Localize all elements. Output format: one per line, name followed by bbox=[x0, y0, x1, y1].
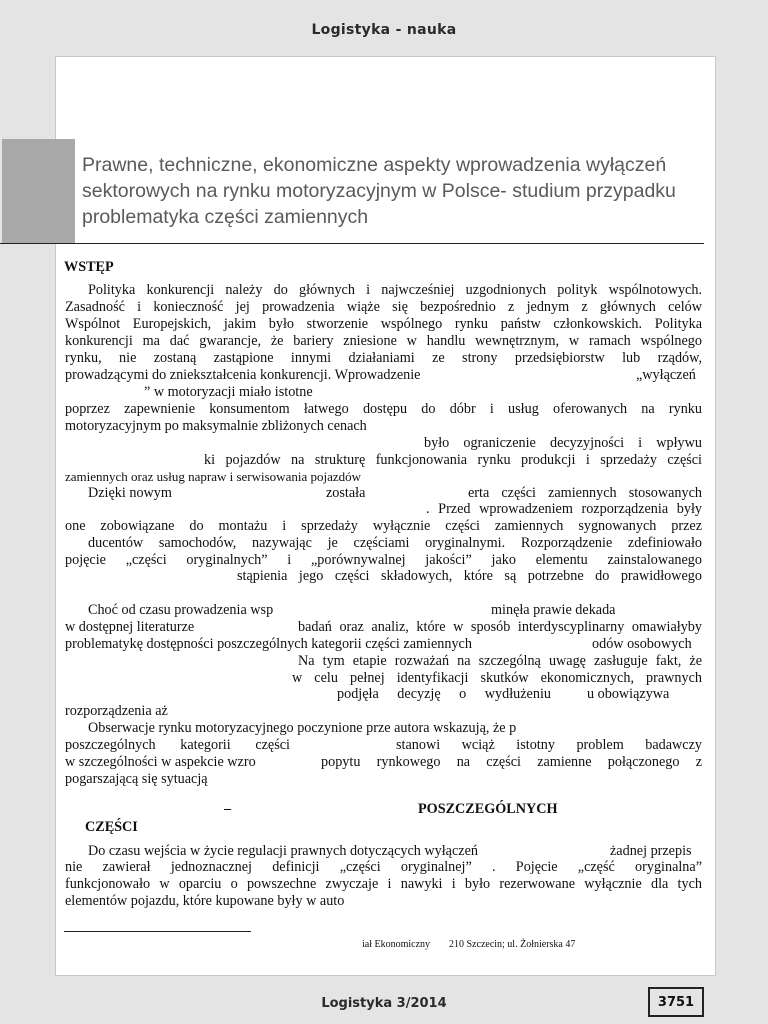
body-line: Zasadność i konieczność jej prowadzenia wiąże się bezpośrednio z jednym z głównych celów bbox=[65, 299, 702, 315]
journal-section-header: Logistyka - nauka bbox=[311, 22, 457, 38]
body-line: motoryzacyjnym po maksymalnie zbliżonych cenach bbox=[65, 418, 367, 434]
body-line: zamiennych oraz usług napraw i serwisowania pojazdów bbox=[65, 469, 362, 484]
title-line: sektorowych na rynku motoryzacyjnym w Polsce- studium przypadku bbox=[82, 180, 676, 202]
body-line: konkurencji ma dać gwarancje, że bariery zniesione w handlu wewnętrznym, w ramach wspólnego bbox=[65, 333, 702, 349]
section-heading-parts: POSZCZEGÓLNYCH bbox=[418, 801, 558, 817]
body-line: nie zawierał jednoznacznej definicji „części oryginalnej” . Pojęcie „część oryginalna” bbox=[65, 859, 702, 875]
footnote-text: iał Ekonomiczny bbox=[362, 939, 431, 950]
body-line: stąpienia jego części składowych, które są potrzebne do prawidłowego bbox=[237, 568, 702, 584]
body-line: funkcjonowało w oparciu o powszechne zwyczaje i nawyki i było rezerwowane wyłącznie dla tych bbox=[65, 876, 702, 892]
body-line: elementów pojazdu, które kupowane były w auto bbox=[65, 893, 345, 909]
body-fragment: poszczególnych kategorii części bbox=[65, 737, 290, 753]
footnote-text: 210 Szczecin; ul. Żołnierska 47 bbox=[449, 939, 576, 950]
body-line: było ograniczenie decyzyjności i wpływu bbox=[424, 435, 702, 451]
section-heading-parts-cont: CZĘŚCI bbox=[85, 819, 138, 835]
body-fragment: żadnej przepis bbox=[610, 843, 692, 859]
page-number: 3751 bbox=[648, 987, 704, 1017]
footnote-rule bbox=[64, 931, 251, 932]
section-heading-dash: – bbox=[224, 801, 232, 817]
body-fragment: podjęła decyzję o wydłużeniu bbox=[337, 686, 551, 702]
body-fragment: Do czasu wejścia w życie regulacji prawnych dotyczących wyłączeń bbox=[88, 843, 478, 859]
body-fragment: problematykę dostępności poszczególnych kategorii części zamiennych bbox=[65, 636, 472, 652]
body-line: . Przed wprowadzeniem rozporządzenia były bbox=[426, 501, 702, 517]
body-line: Polityka konkurencji należy do głównych i najwcześniej uzgodnionych polityk wspólnotowych. bbox=[88, 282, 702, 298]
body-line: ki pojazdów na strukturę funkcjonowania rynku produkcji i sprzedaży części bbox=[204, 452, 702, 468]
body-line: prowadzącymi do zniekształcenia konkurencji. Wprowadzenie bbox=[65, 367, 421, 383]
body-fragment: odów osobowych bbox=[592, 636, 692, 652]
body-line: rozporządzenia aż bbox=[65, 703, 168, 719]
body-line: pojęcie „części oryginalnych” i „porównywalnej jakości” jako elementu zainstalowanego bbox=[65, 552, 702, 568]
body-fragment: „wyłączeń bbox=[636, 367, 696, 383]
body-fragment: stanowi wciąż istotny problem badawczy bbox=[396, 737, 702, 753]
body-line: Wspólnot Europejskich, jakim było stworzenie wspólnego rynku państw członkowskich. Polityka bbox=[65, 316, 702, 332]
body-fragment: Dzięki nowym bbox=[88, 485, 172, 501]
body-fragment: w dostępnej literaturze bbox=[65, 619, 195, 635]
body-fragment: minęła prawie dekada bbox=[491, 602, 616, 618]
article-title bbox=[82, 152, 692, 230]
body-line: Obserwacje rynku motoryzacyjnego poczynione prze autora wskazują, że p bbox=[88, 720, 517, 736]
body-line: ” w motoryzacji miało istotne bbox=[144, 384, 313, 400]
body-line: one zobowiązane do montażu i sprzedaży wyłącznie części zamiennych sygnowanych przez bbox=[65, 518, 702, 534]
body-line: Na tym etapie rozważań na szczególną uwagę zasługuje fakt, że bbox=[298, 653, 702, 669]
body-fragment: erta części zamiennych stosowanych bbox=[468, 485, 702, 501]
title-rule bbox=[0, 243, 704, 244]
body-line: w celu pełnej identyfikacji skutków ekonomicznych, prawnych bbox=[292, 670, 702, 686]
body-line: poprzez zapewnienie konsumentom łatwego dostępu do dóbr i usług oferowanych na rynku bbox=[65, 401, 702, 417]
journal-issue-footer: Logistyka 3/2014 bbox=[321, 996, 447, 1011]
body-fragment: Choć od czasu prowadzenia wsp bbox=[88, 602, 274, 618]
title-line: Prawne, techniczne, ekonomiczne aspekty wprowadzenia wyłączeń bbox=[82, 154, 667, 176]
title-accent-block bbox=[2, 139, 75, 243]
section-heading-intro: WSTĘP bbox=[64, 259, 114, 275]
title-line: problematyka części zamiennych bbox=[82, 206, 369, 228]
body-fragment: została bbox=[326, 485, 366, 501]
body-fragment: popytu rynkowego na części zamienne połączonego z bbox=[321, 754, 702, 770]
body-line: ducentów samochodów, nazywając je częściami oryginalnymi. Rozporządzenie zdefiniowało bbox=[88, 535, 702, 551]
body-fragment: u obowiązywa bbox=[587, 686, 670, 702]
body-line: pogarszającą się sytuacją bbox=[65, 771, 208, 787]
body-line: rynku, nie zostaną zastąpione innymi działaniami ze strony przedsiębiorstw lub rządów, bbox=[65, 350, 702, 366]
body-fragment: badań oraz analiz, które w sposób interdyscyplinarny omawiałyby bbox=[298, 619, 702, 635]
body-fragment: w szczególności w aspekcie wzro bbox=[65, 754, 256, 770]
